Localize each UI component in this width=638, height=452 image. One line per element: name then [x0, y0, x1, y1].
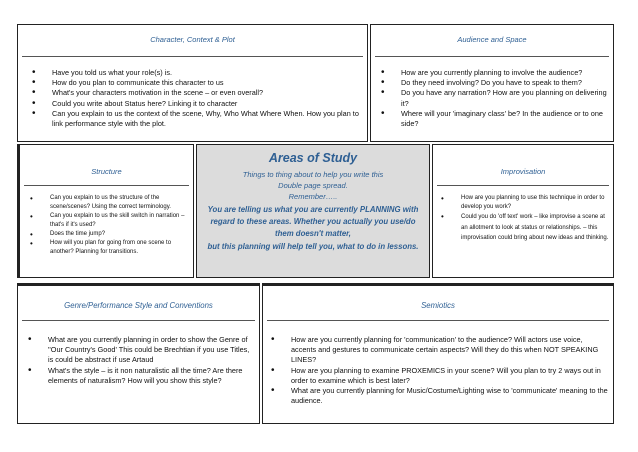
improvisation-header-divider	[437, 185, 609, 186]
list-item: • Have you told us what your role(s) is.	[24, 68, 363, 78]
list-item: • What's your characters motivation in the scene – or even overall?	[24, 88, 363, 98]
genre-heading: Genre/Performance Style and Conventions	[64, 301, 213, 310]
character-header-divider	[22, 56, 363, 57]
list-item: • Could you do 'off text' work – like improvise a scene at an allotment to look at status or relationships. – this improvisation could bring about new ideas and thinking.	[433, 212, 609, 244]
semiotics-header-divider	[267, 320, 609, 321]
list-item: • How are you currently planning to involve the audience?	[373, 68, 609, 78]
list-item: • How will you plan for going from one scene to another? Planning for transitions.	[22, 239, 189, 257]
areas-body-line-1: You are telling us what you are currently PLANNING with	[207, 205, 419, 214]
structure-header-divider	[24, 185, 189, 186]
list-item: • How are you planning to examine PROXEMICS in your scene? Will you plan to try 2 ways out in order to examine which is best later?	[263, 366, 609, 386]
semiotics-heading: Semiotics	[421, 301, 455, 310]
areas-of-study-title: Areas of Study	[268, 151, 358, 165]
list-item: • What are you currently planning in order to show the Genre of ''Our Country's Good' This could be Brechtian if you use Titles, is could be abstract if use Artaud	[20, 335, 255, 366]
list-item: • What are you currently planning for Music/Costume/Lighting wise to 'communicate' meaning to the audience.	[263, 386, 609, 406]
areas-of-study-box	[196, 144, 430, 278]
structure-list	[22, 194, 189, 257]
areas-subtitle-line-2: Double page spread.	[278, 181, 348, 190]
audience-space-heading: Audience and Space	[457, 35, 527, 44]
list-item: • Do they need involving? Do you have to speak to them?	[373, 78, 609, 88]
list-item: • Could you write about Status here? Linking it to character	[24, 99, 363, 109]
audience-header-divider	[375, 56, 609, 57]
areas-body-line-3: them doesn't matter,	[275, 229, 351, 239]
list-item: • How are you planning to use this technique in order to develop you work?	[433, 194, 609, 212]
semiotics-list	[263, 335, 609, 406]
list-item: • How are you currently planning for 'communication' to the audience? Will actors use voice, accents and gestures to communicate certain aspects? Will they do this when NOT SPEAKING LINES?	[263, 335, 609, 366]
list-item: • Can you explain to us the skill switch in narration – that's if it's used?	[22, 212, 189, 230]
list-item: • Do you have any narration? How are you planning on delivering it?	[373, 88, 609, 108]
list-item: • What's the style – is it non naturalistic all the time? Are there elements of naturalism? How will you show this style?	[20, 366, 255, 386]
audience-space-box	[370, 24, 614, 142]
genre-box	[17, 283, 260, 424]
improvisation-box	[432, 144, 614, 278]
areas-body-line-2: regard to these areas. Whether you actually you use/do	[210, 217, 416, 227]
improvisation-heading: Improvisation	[500, 167, 546, 176]
list-item: • Can you explain to us the context of the scene, Why, Who What Where When. How you plan to link performance style with the plot.	[24, 109, 363, 129]
audience-list	[373, 68, 609, 129]
genre-list	[20, 335, 255, 386]
character-context-plot-box	[17, 24, 368, 142]
structure-heading: Structure	[91, 167, 122, 176]
areas-body-line-4: but this planning will help tell you, what to do in lessons.	[207, 241, 419, 251]
improvisation-list	[433, 194, 609, 244]
areas-subtitle-line-1: Things to thing about to help you write this	[242, 170, 384, 179]
areas-subtitle-line-3: Remember…..	[288, 192, 338, 201]
character-list	[24, 68, 363, 129]
list-item: • Where will your 'imaginary class' be? In the audience or to one side?	[373, 109, 609, 129]
structure-box	[17, 144, 194, 278]
list-item: • Can you explain to us the structure of the scene/scenes? Using the correct terminology.	[22, 194, 189, 212]
character-context-plot-heading: Character, Context & Plot	[150, 35, 235, 44]
genre-header-divider	[22, 320, 255, 321]
list-item: • How do you plan to communicate this character to us	[24, 78, 363, 88]
semiotics-box	[262, 283, 614, 424]
list-item: • Does the time jump?	[22, 230, 189, 239]
